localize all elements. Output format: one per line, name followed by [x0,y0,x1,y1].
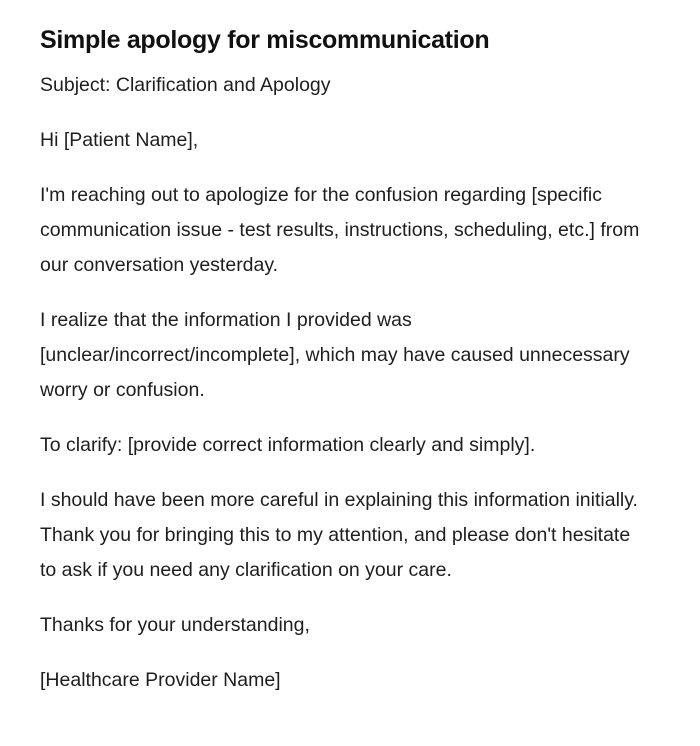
document-title: Simple apology for miscommunication [40,26,490,54]
signature: [Healthcare Provider Name] [40,669,281,691]
body-paragraph-realization: I realize that the information I provided was [unclear/incorrect/incomplete], which may have caused unnecessary worry or confusion. [40,309,630,401]
body-paragraph-clarification: To clarify: [provide correct information clearly and simply]. [40,434,536,456]
body-paragraph-apology: I'm reaching out to apologize for the confusion regarding [specific communication issue - test results, instructions, scheduling, etc.] from our conversation yesterday. [40,184,640,276]
closing-line: Thanks for your understanding, [40,614,310,636]
subject-line: Subject: Clarification and Apology [40,74,331,96]
body-paragraph-thanks: I should have been more careful in explaining this information initially. Thank you for bringing this to my attention, and please don't hesitate to ask if you need any clarification on your care. [40,489,638,581]
letter-document [40,24,650,718]
greeting: Hi [Patient Name], [40,129,199,151]
